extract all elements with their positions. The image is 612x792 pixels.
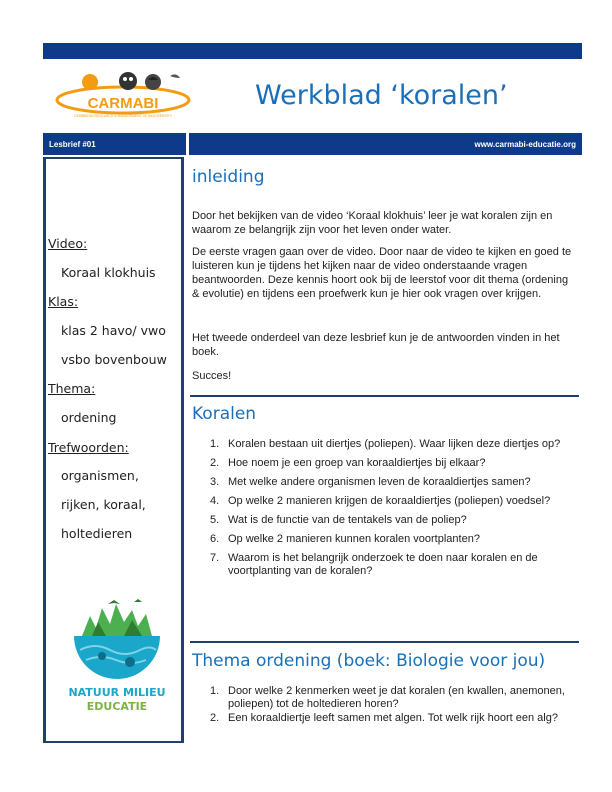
list-item: 2. Hoe noem je een groep van koraaldiertjes bij elkaar? <box>210 457 486 469</box>
video-label: Video: <box>48 236 88 251</box>
list-item: 2. Een koraaldiertje leeft samen met algen. Tot welk rijk hoort een alg? <box>210 712 558 724</box>
question-text: Op welke 2 manieren krijgen de koraaldiertjes (poliepen) voedsel? <box>228 495 551 507</box>
section-heading-inleiding: inleiding <box>192 167 265 187</box>
nme-logo-line2: EDUCATIE <box>86 700 148 713</box>
inleiding-paragraph-1: Door het bekijken van de video ‘Koraal klokhuis’ leer je wat koralen zijn en waarom ze belangrijk zijn voor het leven onder water. <box>192 210 553 236</box>
trefwoord-1: organismen, <box>61 468 139 483</box>
question-text: Waarom is het belangrijk onderzoek te doen naar koralen en de voortplanting van de koralen? <box>228 552 538 577</box>
klas-value-1: klas 2 havo/ vwo <box>61 323 166 338</box>
section-divider <box>190 395 579 397</box>
video-value: Koraal klokhuis <box>61 265 156 280</box>
info-bar-separator <box>186 133 189 155</box>
natuur-milieu-educatie-logo <box>68 598 166 713</box>
section-heading-koralen: Koralen <box>192 404 257 424</box>
list-item: 6. Op welke 2 manieren kunnen koralen voortplanten? <box>210 533 480 545</box>
trefwoorden-label: Trefwoorden: <box>48 440 129 455</box>
list-item: 5. Wat is de functie van de tentakels van de poliep? <box>210 514 467 526</box>
info-bar <box>43 133 582 155</box>
question-text: Koralen bestaan uit diertjes (poliepen). Waar lijken deze diertjes op? <box>228 438 561 450</box>
lesbrief-number: Lesbrief #01 <box>49 140 96 149</box>
inleiding-paragraph-4: Succes! <box>192 370 232 382</box>
question-text: Met welke andere organismen leven de koraaldiertjes samen? <box>228 476 531 488</box>
question-text: Hoe noem je een groep van koraaldiertjes bij elkaar? <box>228 457 486 469</box>
list-item: 1. Door welke 2 kenmerken weet je dat koralen (en kwallen, anemonen, poliepen) tot de holtedieren horen? <box>210 685 565 710</box>
list-item: 7. Waarom is het belangrijk onderzoek te doen naar koralen en de voortplanting van de koralen? <box>210 552 538 577</box>
question-text: Door welke 2 kenmerken weet je dat koralen (en kwallen, anemonen, poliepen) tot de holtedieren horen? <box>228 685 565 710</box>
section-heading-thema-ordening: Thema ordening (boek: Biologie voor jou) <box>192 651 546 671</box>
list-item: 4. Op welke 2 manieren krijgen de koraaldiertjes (poliepen) voedsel? <box>210 495 551 507</box>
trefwoord-3: holtedieren <box>61 526 133 541</box>
trefwoord-2: rijken, koraal, <box>61 497 146 512</box>
question-text: Een koraaldiertje leeft samen met algen. Tot welk rijk hoort een alg? <box>228 712 558 724</box>
question-text: Wat is de functie van de tentakels van de poliep? <box>228 514 467 526</box>
thema-question-list <box>192 685 576 731</box>
section-divider <box>190 641 579 643</box>
klas-label: Klas: <box>48 294 79 309</box>
inleiding-paragraph-3: Het tweede onderdeel van deze lesbrief kun je de antwoorden vinden in het boek. <box>192 332 560 358</box>
klas-value-2: vsbo bovenbouw <box>61 352 167 367</box>
nme-emblem <box>72 598 162 682</box>
page-title: Werkblad ‘koralen’ <box>255 80 508 111</box>
thema-value: ordening <box>61 410 117 425</box>
nme-logo-line1: NATUUR MILIEU <box>68 686 166 699</box>
koralen-question-list <box>192 438 576 584</box>
thema-label: Thema: <box>48 381 96 396</box>
list-item: 3. Met welke andere organismen leven de koraaldiertjes samen? <box>210 476 531 488</box>
carmabi-logo <box>52 70 194 122</box>
logo-wordmark: CARMABI <box>87 95 159 112</box>
top-banner-bar <box>43 43 582 59</box>
website-url: www.carmabi-educatie.org <box>474 140 576 149</box>
logo-subtext: CARIBBEAN RESEARCH & MANAGEMENT OF BIODIVERSITY <box>73 114 173 118</box>
question-text: Op welke 2 manieren kunnen koralen voortplanten? <box>228 533 480 545</box>
inleiding-paragraph-2: De eerste vragen gaan over de video. Door naar de video te kijken en goed te luisteren kun je tijdens het kijken naar de video onderstaande vragen beantwoorden. Deze kennis hoort ook bij de leerstof voor dit thema (ordening & evolutie) en tijdens een proefwerk kun je hier ook vragen over krijgen. <box>192 246 572 300</box>
list-item: 1. Koralen bestaan uit diertjes (poliepen). Waar lijken deze diertjes op? <box>210 438 561 450</box>
